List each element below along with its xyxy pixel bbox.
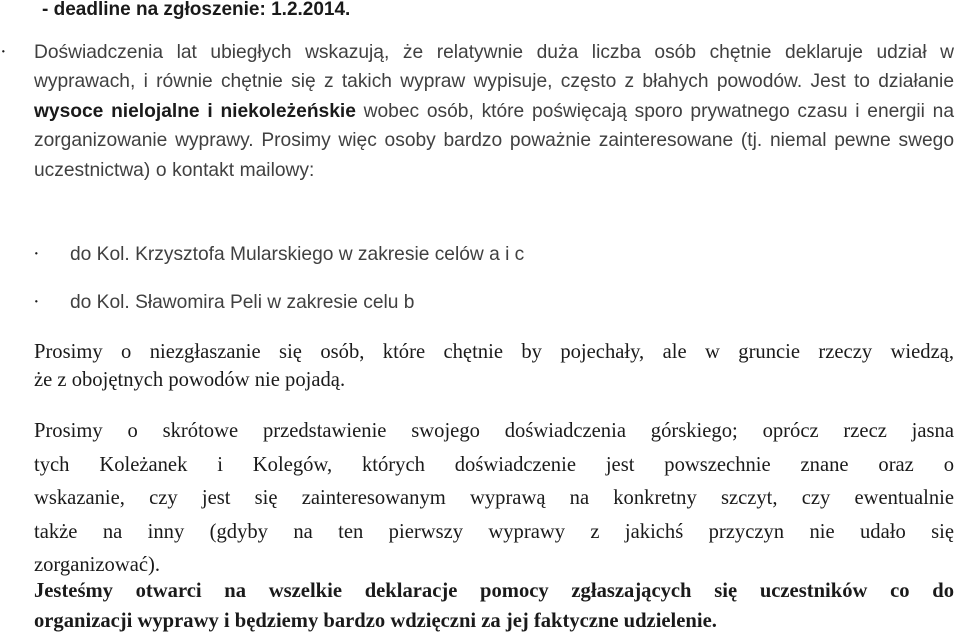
paragraph3-line-4: także na inny (gdyby na ten pierwszy wyprawy z jakichś przyczyn nie udało się: [34, 520, 954, 543]
paragraph3-line-2: tych Koleżanek i Kolegów, których doświadczenie jest powszechnie znane oraz o: [34, 453, 954, 476]
bullet-marker: ·: [0, 41, 7, 63]
list-bullet-1: ·: [33, 243, 40, 265]
list-bullet-2: ·: [33, 291, 40, 313]
experience-paragraph: [34, 38, 954, 185]
paragraph4-line-2: organizacji wyprawy i będziemy bardzo wdzięczni za jej faktyczne udzielenie.: [34, 610, 717, 632]
experience-request-paragraph: [34, 415, 954, 583]
paragraph4-line-1: Jesteśmy otwarci na wszelkie deklaracje pomocy zgłaszających się uczestników co do: [34, 580, 954, 602]
experience-text-start: Doświadczenia lat ubiegłych wskazują, że relatywnie duża liczba osób chętnie deklaruje udział w wyprawach, i równie chętnie się z takich wypraw wypisuje, często z błahych powodów. Jest to działanie: [34, 42, 954, 93]
deadline-line: - deadline na zgłoszenie: 1.2.2014.: [42, 0, 351, 20]
experience-text-end: wobec osób, które poświęcają sporo prywatnego czasu i energii na zorganizowanie wyprawy. Prosimy więc osoby bardzo poważnie zainteresowane (tj. niemal pewne swego uczestnictwa) o kontakt mailowy:: [34, 100, 954, 181]
no-casual-signups-paragraph: [34, 338, 954, 394]
help-offer-paragraph: [34, 576, 954, 636]
paragraph3-line-3: wskazanie, czy jest się zainteresowanym wyprawą na konkretny szczyt, czy ewentualnie: [34, 487, 954, 509]
contact-item-2: do Kol. Sławomira Peli w zakresie celu b: [70, 292, 415, 313]
paragraph2-line-1: Prosimy o niezgłaszanie się osób, które chętnie by pojechały, ale w gruncie rzeczy wiedzą,: [34, 341, 954, 363]
paragraph2-line-2: że z obojętnych powodów nie pojadą.: [34, 369, 346, 391]
emphasis-text: wysoce nielojalne i niekoleżeńskie: [34, 100, 356, 122]
contact-item-1: do Kol. Krzysztofa Mularskiego w zakresie celów a i c: [70, 244, 525, 265]
paragraph3-line-1: Prosimy o skrótowe przedstawienie swojego doświadczenia górskiego; oprócz rzecz jasna: [34, 420, 954, 442]
paragraph3-line-5: zorganizować).: [34, 554, 160, 576]
